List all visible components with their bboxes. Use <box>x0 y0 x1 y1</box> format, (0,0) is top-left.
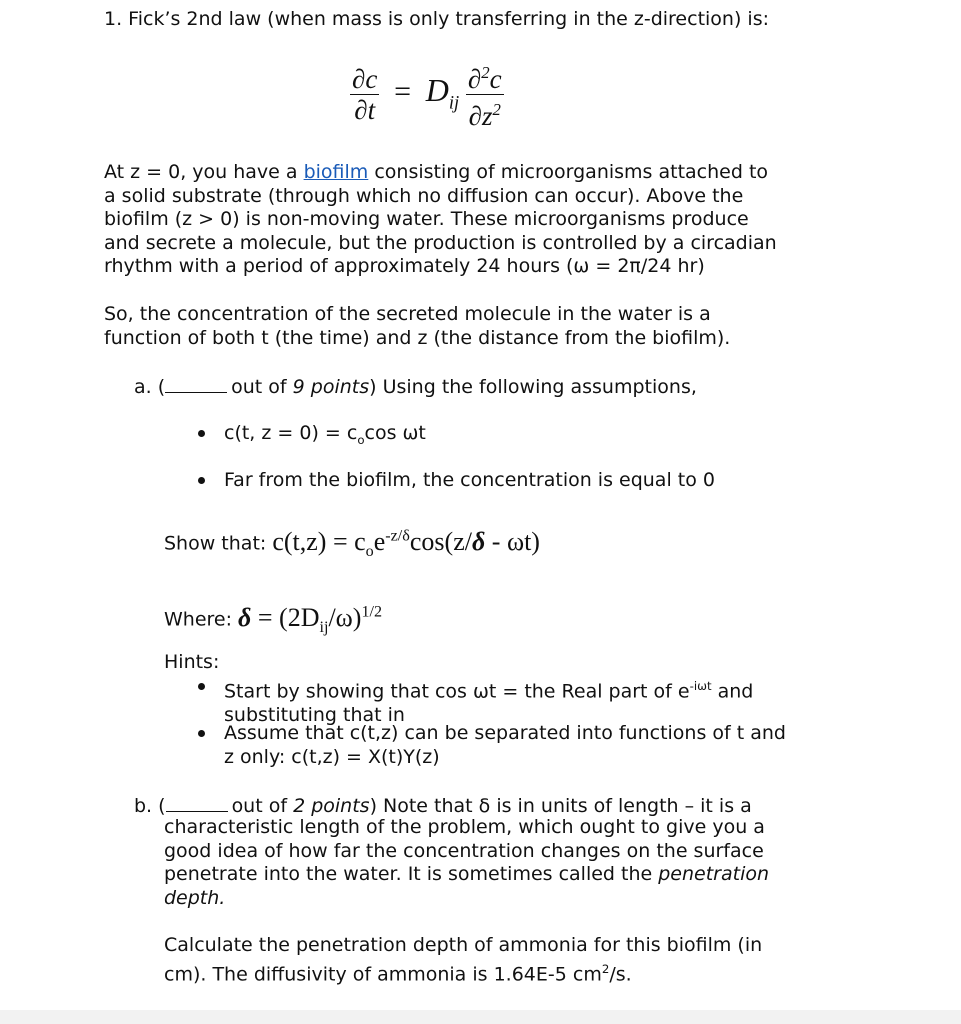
assumption-2-bullet <box>198 477 205 484</box>
part-b-header <box>134 793 752 819</box>
hint-2-line-2: z only: c(t,z) = X(t)Y(z) <box>224 745 440 768</box>
part-a-points-post: ) Using the following assumptions, <box>369 376 697 398</box>
intro-line-5: rhythm with a period of approximately 24 hours (ω = 2π/24 hr) <box>104 255 705 277</box>
part-b-block <box>134 793 752 819</box>
calc-line-2-sup: 2 <box>601 961 610 976</box>
partial-symbol: ∂ <box>467 64 482 94</box>
calc-line-1: Calculate the penetration depth of ammonia for this biofilm (in <box>164 934 763 956</box>
part-b-line-4-pre: penetrate into the water. It is sometimes called the <box>164 863 659 885</box>
show-that-line <box>164 524 540 563</box>
d2c-numerator <box>466 58 504 95</box>
where-sub: ij <box>319 618 329 636</box>
second-derivative-fraction <box>466 58 504 131</box>
assumption-1-post: cos ωt <box>364 422 426 444</box>
where-line <box>164 600 382 639</box>
show-that-equation <box>272 526 540 560</box>
diffusivity-subscript: ij <box>448 92 460 114</box>
intro-line-1 <box>104 161 777 185</box>
equals-sign: = <box>394 74 411 108</box>
show-c: c(t,z) = c <box>272 526 366 556</box>
hints-label: Hints: <box>164 651 220 673</box>
assumption-1 <box>224 422 426 452</box>
hint-1-line-1 <box>224 675 753 704</box>
hint-2-line-1: Assume that c(t,z) can be separated into functions of t and <box>224 722 786 744</box>
assumption-1-sub: o <box>357 432 365 447</box>
show-tail: - ωt) <box>485 526 540 556</box>
denominator-power: 2 <box>492 100 501 119</box>
hint-1-post: and <box>711 680 754 703</box>
intro-line-2: a solid substrate (through which no diffusion can occur). Above the <box>104 184 744 207</box>
intro-paragraph <box>104 161 777 279</box>
numerator-power: 2 <box>481 63 490 82</box>
concentration-paragraph <box>104 303 730 350</box>
assumption-2: Far from the biofilm, the concentration is equal to 0 <box>224 469 715 491</box>
part-b-points-post: ) Note that δ is in units of length – it is a <box>369 795 752 817</box>
dt-denominator: ∂t <box>354 95 376 125</box>
show-cos: cos(z/ <box>409 526 472 556</box>
part-b-line-2: characteristic length of the problem, which ought to give you a <box>164 816 765 838</box>
intro-line-1-post: consisting of microorganisms attached to <box>368 161 769 183</box>
question-heading: 1. Fick’s 2nd law (when mass is only transferring in the z-direction) is: <box>104 8 769 30</box>
where-delta: δ <box>238 602 252 632</box>
assumption-1-bullet <box>198 430 205 437</box>
intro-line-4: and secrete a molecule, but the production is controlled by a circadian <box>104 231 777 254</box>
dz-text: ∂z <box>468 101 493 131</box>
numerator-variable: c <box>489 64 502 94</box>
show-sub: o <box>365 542 374 560</box>
part-a-score-blank[interactable] <box>165 374 227 393</box>
penetration-term: penetration <box>658 863 770 885</box>
hint-1-line-2: substituting that in <box>224 703 405 726</box>
calc-line-2-pre: cm). The diffusivity of ammonia is 1.64E-5 cm <box>164 962 602 985</box>
dz2-denominator <box>466 95 504 131</box>
show-delta: δ <box>471 526 486 556</box>
diffusivity-symbol <box>425 71 460 114</box>
part-b-points: 2 points <box>293 795 370 817</box>
where-exponent: 1/2 <box>361 603 383 620</box>
hint-2-bullet <box>198 730 205 737</box>
part-b-points-pre: out of <box>231 795 294 817</box>
biofilm-link[interactable]: biofilm <box>303 161 369 183</box>
diffusivity-letter: D <box>425 71 449 108</box>
part-a-points: 9 points <box>292 376 370 398</box>
hint-1 <box>224 675 753 727</box>
show-that-label: Show that: <box>164 532 273 555</box>
bottom-edge <box>0 1010 961 1024</box>
part-a-header <box>134 374 697 400</box>
part-b-text <box>164 816 769 910</box>
part-b-line-4 <box>164 863 769 887</box>
concentration-line-2: function of both t (the time) and z (the distance from the biofilm). <box>104 326 731 349</box>
intro-line-3: biofilm (z > 0) is non-moving water. These microorganisms produce <box>104 208 749 230</box>
calc-line-2-post: /s. <box>609 962 632 985</box>
hint-1-sup: -iωt <box>689 679 712 693</box>
part-a-points-pre: out of <box>231 376 293 398</box>
part-b-score-blank[interactable] <box>166 793 228 812</box>
where-mid: /ω) <box>328 602 362 632</box>
calc-line-2 <box>164 958 762 987</box>
ficks-law-equation <box>350 58 504 131</box>
hint-1-bullet <box>198 683 205 690</box>
dc-numerator: ∂c <box>352 64 378 94</box>
hint-1-pre: Start by showing that cos ωt = the Real part of e <box>224 680 690 703</box>
calculation-prompt <box>164 934 762 986</box>
show-e: e <box>373 526 386 556</box>
intro-line-1-pre: At z = 0, you have a <box>104 161 304 183</box>
show-exponent: -z/δ <box>385 527 410 544</box>
dc-dt-fraction <box>350 64 379 125</box>
hint-2 <box>224 722 786 769</box>
where-equation <box>238 602 383 636</box>
where-label: Where: <box>164 608 239 631</box>
concentration-line-1: So, the concentration of the secreted molecule in the water is a <box>104 303 711 325</box>
part-b-line-5: depth. <box>164 886 226 909</box>
part-a-label: a. ( <box>134 376 166 398</box>
part-b-line-3: good idea of how far the concentration changes on the surface <box>164 839 764 862</box>
part-b-label: b. ( <box>134 795 166 817</box>
assumption-1-pre: c(t, z = 0) = c <box>224 422 358 444</box>
where-eq: = (2D <box>251 602 320 632</box>
